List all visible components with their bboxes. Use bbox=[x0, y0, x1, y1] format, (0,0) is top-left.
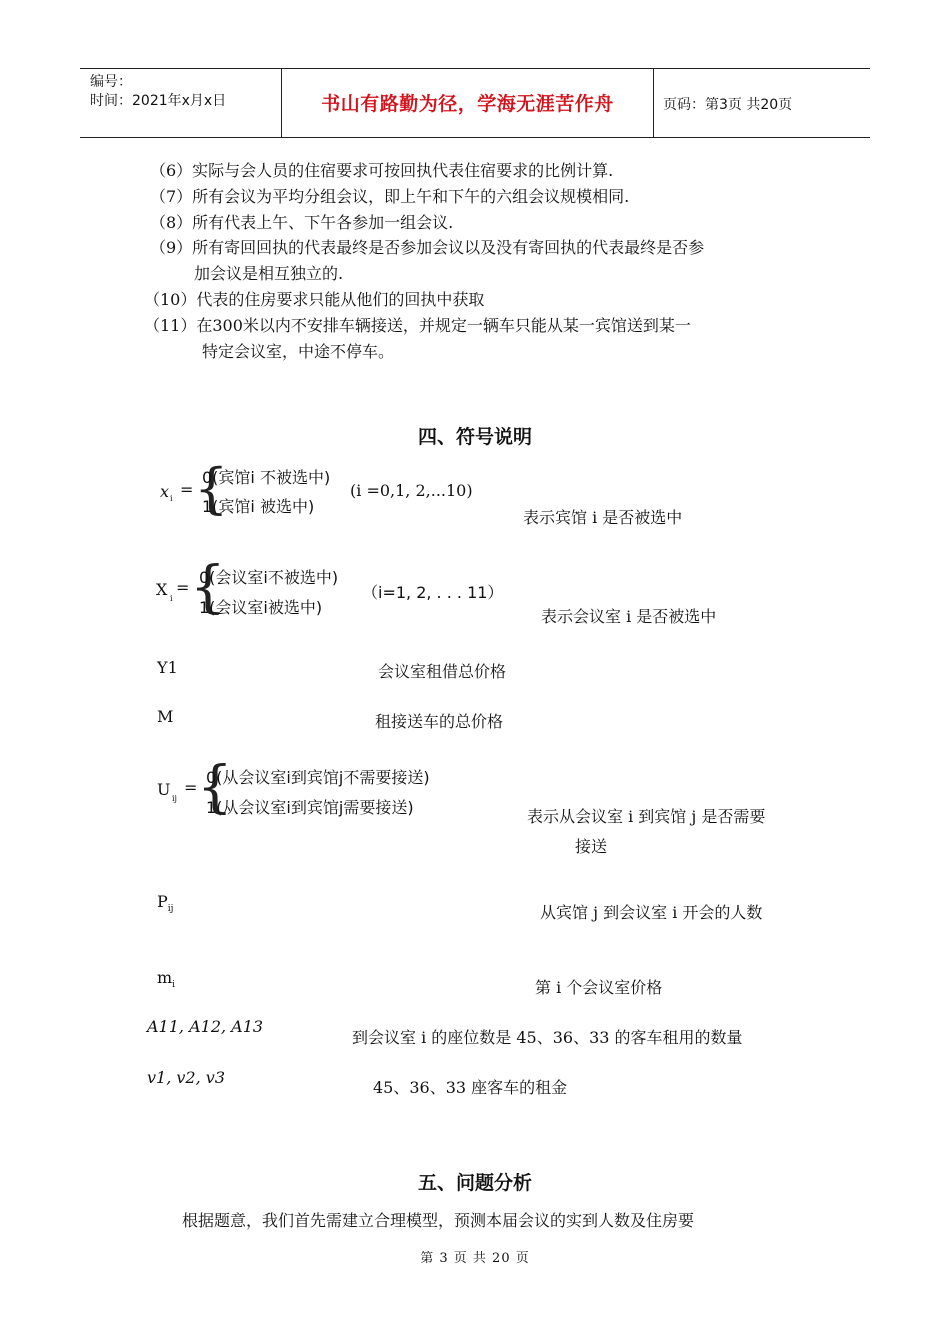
symbol-X-range: （i=1, 2, . . . 11） bbox=[362, 583, 504, 602]
symbol-M: M bbox=[157, 707, 174, 726]
number-label: 编号： bbox=[90, 74, 132, 90]
symbol-M-desc: 租接送车的总价格 bbox=[375, 712, 504, 731]
brace-icon: { bbox=[194, 457, 229, 520]
list-item: （6）实际与会人员的住宿要求可按回执代表住宿要求的比例计算. bbox=[150, 161, 614, 180]
symbol-U-letter: U bbox=[157, 780, 171, 799]
brace-icon: { bbox=[197, 755, 233, 820]
brace-icon: { bbox=[190, 555, 226, 620]
list-item: （9）所有寄回回执的代表最终是否参加会议以及没有寄回执的代表最终是否参 bbox=[150, 238, 705, 258]
symbol-U-sub: ij bbox=[172, 794, 178, 803]
symbol-m: $m_i$ bbox=[157, 968, 176, 991]
case-1: 1(会议室i被选中) bbox=[199, 598, 323, 617]
symbol-x-range: (i =0,1, 2,...10) bbox=[350, 481, 473, 500]
symbol-x-sub: i bbox=[170, 494, 173, 503]
symbol-U-desc-cont: 接送 bbox=[575, 837, 608, 856]
symbol-v-desc: 45、36、33 座客车的租金 bbox=[373, 1078, 568, 1097]
list-item: （11）在300米以内不安排车辆接送，并规定一辆车只能从某一宾馆送到某一 bbox=[144, 315, 691, 335]
header-meta bbox=[90, 73, 226, 111]
analysis-paragraph: 根据题意，我们首先需建立合理模型，预测本届会议的实到人数及住房要 bbox=[182, 1211, 695, 1230]
symbol-P-desc: 从宾馆 j 到会议室 i 开会的人数 bbox=[540, 903, 763, 922]
symbol-x-letter: x bbox=[160, 482, 170, 501]
symbol-A-desc: 到会议室 i 的座位数是 45、36、33 的客车租用的数量 bbox=[352, 1028, 743, 1047]
section-title: 四、符号说明 bbox=[417, 426, 532, 448]
list-item: （8）所有代表上午、下午各参加一组会议. bbox=[150, 212, 454, 232]
symbol-v: v1, v2, v3 bbox=[147, 1068, 225, 1087]
list-item-continuation: 特定会议室，中途不停车。 bbox=[202, 341, 395, 361]
time-label: 时间：2021年x月x日 bbox=[90, 93, 227, 109]
symbol-Y1: Y1 bbox=[157, 658, 178, 677]
list-item: （7）所有会议为平均分组会议，即上午和下午的六组会议规模相同. bbox=[150, 186, 630, 206]
symbol-m-desc: 第 i 个会议室价格 bbox=[535, 978, 663, 997]
section-title: 五、问题分析 bbox=[417, 1172, 532, 1194]
case-1: 1(从会议室i到宾馆j需要接送) bbox=[206, 798, 414, 817]
list-item-continuation: 加会议是相互独立的. bbox=[194, 264, 344, 284]
symbol-A: A11, A12, A13 bbox=[147, 1017, 264, 1036]
page-footer: 第 3 页 共 20 页 bbox=[420, 1251, 530, 1266]
symbol-U-desc: 表示从会议室 i 到宾馆 j 是否需要 bbox=[527, 807, 766, 826]
symbol-P: $P_{ij}$ bbox=[157, 892, 174, 915]
symbol-Y1-desc: 会议室租借总价格 bbox=[378, 662, 507, 681]
case-1: 1(宾馆i 被选中) bbox=[202, 497, 315, 516]
header-page-number: 页码：第3页 共20页 bbox=[663, 97, 793, 113]
case-0: 0(会议室i不被选中) bbox=[199, 568, 339, 587]
symbol-X-desc: 表示会议室 i 是否被选中 bbox=[541, 607, 717, 626]
header-motto: 书山有路勤为径，学海无涯苦作舟 bbox=[321, 93, 614, 115]
list-item: （10）代表的住房要求只能从他们的回执中获取 bbox=[144, 289, 485, 309]
symbol-X-sub: i bbox=[170, 594, 173, 603]
case-0: 0(从会议室i到宾馆j不需要接送) bbox=[206, 768, 430, 787]
page-header bbox=[80, 68, 870, 138]
case-0: 0(宾馆i 不被选中) bbox=[202, 468, 331, 487]
assumptions-list bbox=[144, 158, 830, 364]
header-divider bbox=[653, 69, 654, 137]
symbol-x-desc: 表示宾馆 i 是否被选中 bbox=[523, 508, 683, 527]
symbol-X-letter: X bbox=[156, 580, 168, 599]
